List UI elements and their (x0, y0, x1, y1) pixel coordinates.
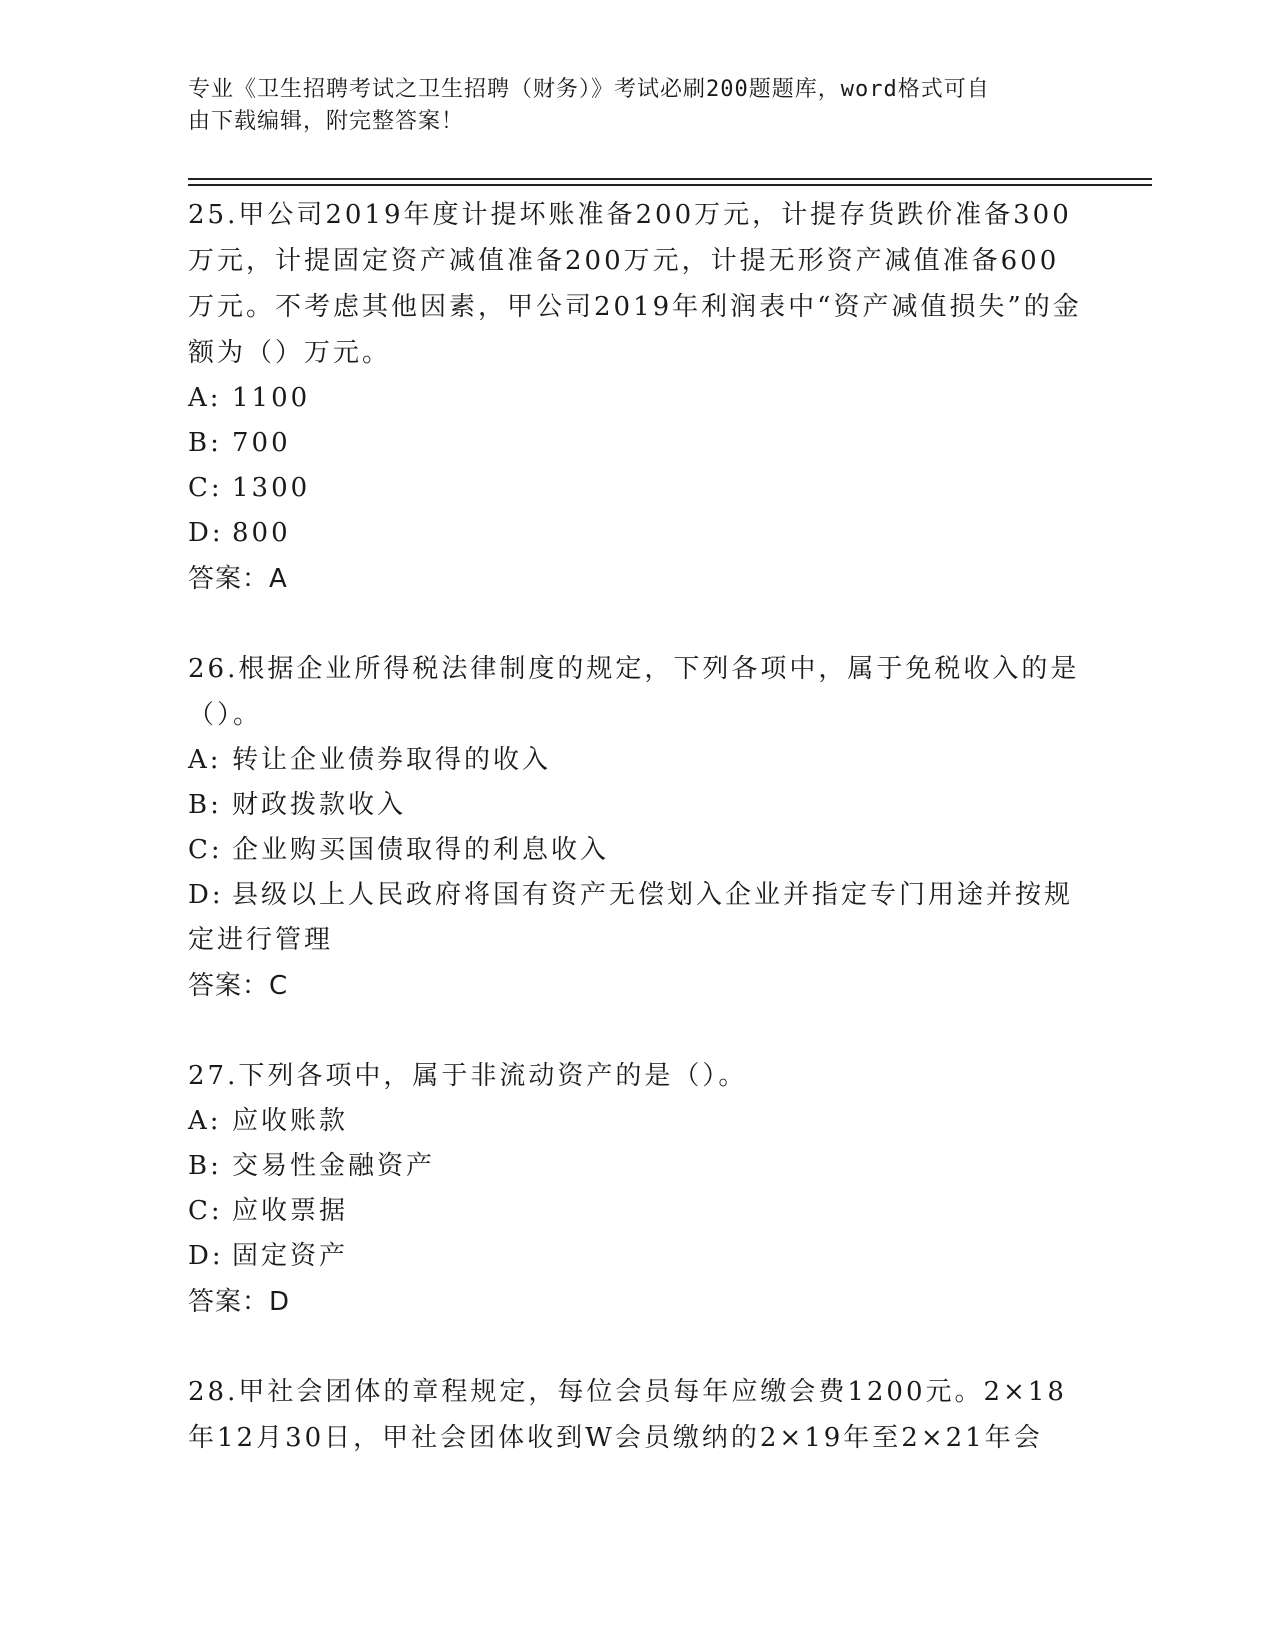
option-b (188, 783, 1088, 828)
question-stem: 25.甲公司2019年度计提坏账准备200万元，计提存货跌价准备300万元，计提固定资产减值准备200万元，计提无形资产减值准备600万元。不考虑其他因素，甲公司2019年利润表中“资产减值损失”的金额为（）万元。 (188, 200, 1082, 368)
answer-label: 答案：C (188, 971, 289, 1001)
header-divider-top (188, 178, 1152, 180)
option-b (188, 1144, 1088, 1189)
option-letter: A: (188, 1106, 222, 1136)
answer-label: 答案：A (188, 564, 288, 594)
option-text: 财政拨款收入 (232, 790, 407, 820)
option-letter: D: (188, 518, 224, 548)
option-letter: B: (188, 428, 222, 458)
question-26 (188, 646, 1088, 1009)
question-stem: 27.下列各项中，属于非流动资产的是（）。 (188, 1061, 748, 1091)
question-stem: 28.甲社会团体的章程规定，每位会员每年应缴会费1200元。2×18年12月30日，甲社会团体收到W会员缴纳的2×19年至2×21年会 (188, 1377, 1067, 1453)
option-text: 应收票据 (232, 1196, 349, 1226)
question-27 (188, 1053, 1088, 1325)
option-b (188, 421, 1088, 466)
option-text: 700 (232, 428, 291, 458)
document-header (188, 74, 1068, 138)
question-25 (188, 192, 1088, 602)
option-text: 转让企业债券取得的收入 (232, 745, 552, 775)
option-text: 1100 (232, 383, 311, 413)
option-d (188, 873, 1088, 963)
option-letter: C: (188, 1196, 223, 1226)
question-28 (188, 1369, 1088, 1461)
option-a (188, 376, 1088, 421)
option-letter: B: (188, 1151, 222, 1181)
option-d (188, 1234, 1088, 1279)
option-letter: B: (188, 790, 222, 820)
option-text: 1300 (232, 473, 311, 503)
option-text: 交易性金融资产 (232, 1151, 436, 1181)
option-text: 县级以上人民政府将国有资产无偿划入企业并指定专门用途并按规定进行管理 (188, 880, 1074, 955)
question-list (188, 192, 1088, 1505)
option-letter: D: (188, 880, 224, 910)
header-divider-bottom (188, 184, 1152, 186)
option-text: 企业购买国债取得的利息收入 (232, 835, 610, 865)
option-c (188, 828, 1088, 873)
option-text: 固定资产 (232, 1241, 349, 1271)
option-letter: D: (188, 1241, 224, 1271)
option-letter: A: (188, 745, 222, 775)
option-c (188, 1189, 1088, 1234)
option-c (188, 466, 1088, 511)
option-a (188, 1099, 1088, 1144)
question-stem: 26.根据企业所得税法律制度的规定，下列各项中，属于免税收入的是（）。 (188, 654, 1080, 730)
header-line-2: 由下载编辑，附完整答案！ (188, 109, 465, 134)
option-text: 800 (232, 518, 291, 548)
option-d (188, 511, 1088, 556)
option-letter: A: (188, 383, 222, 413)
option-letter: C: (188, 473, 223, 503)
header-line-1: 专业《卫生招聘考试之卫生招聘（财务）》考试必刷200题题库，word格式可自 (188, 77, 990, 102)
option-a (188, 738, 1088, 783)
answer-label: 答案：D (188, 1287, 291, 1317)
option-text: 应收账款 (232, 1106, 349, 1136)
option-letter: C: (188, 835, 223, 865)
